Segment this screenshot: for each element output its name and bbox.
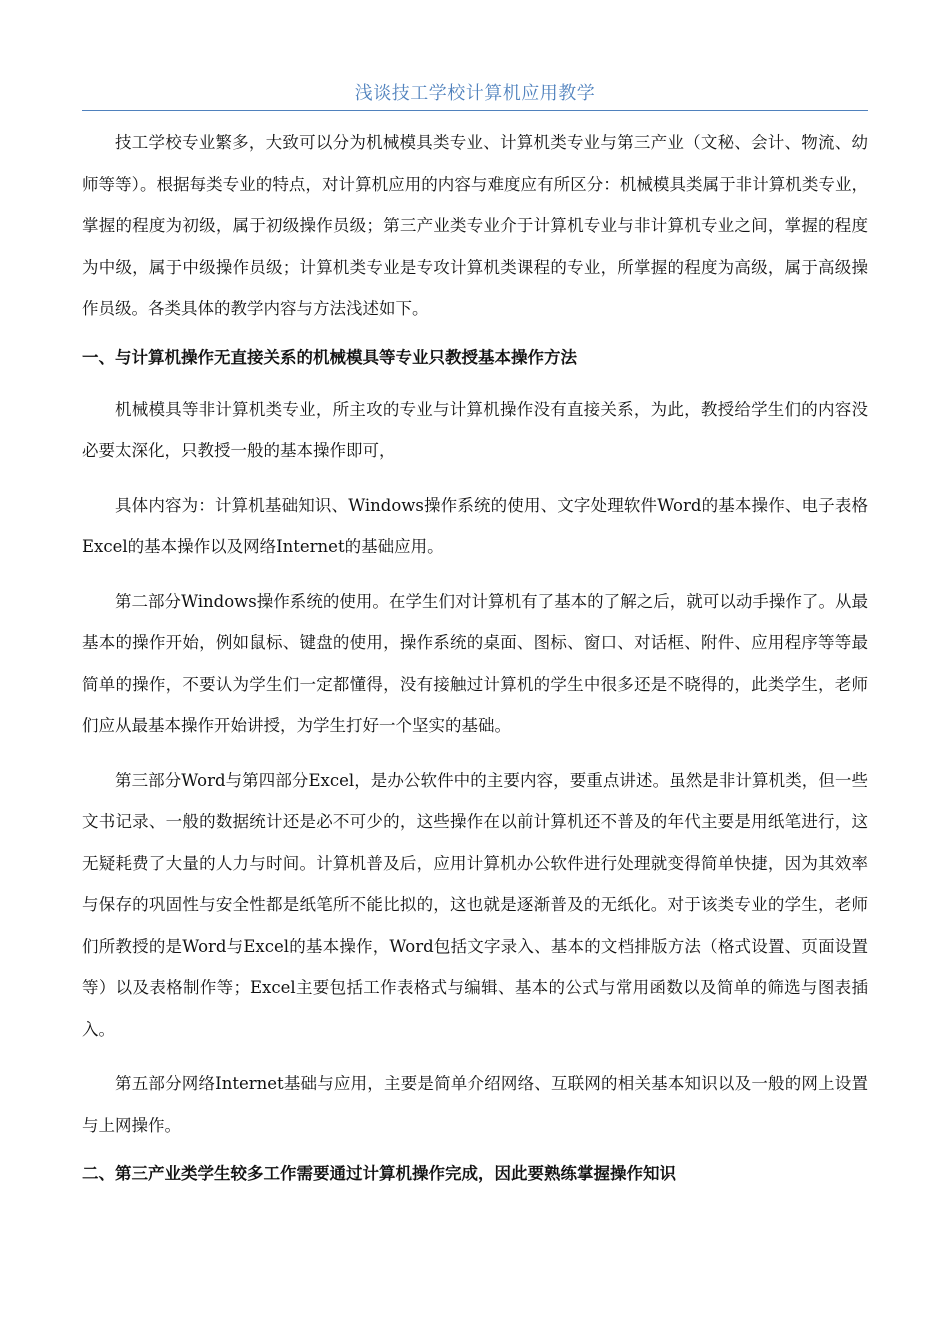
page-header xyxy=(82,80,868,111)
section-1-paragraph-5: 第五部分网络Internet基础与应用，主要是简单介绍网络、互联网的相关基本知识以及一般的网上设置与上网操作。 xyxy=(82,1074,868,1135)
intro-paragraph: 技工学校专业繁多，大致可以分为机械模具类专业、计算机类专业与第三产业（文秘、会计、物流、幼师等等）。根据每类专业的特点，对计算机应用的内容与难度应有所区分：机械模具类属于非计算机类专业，掌握的程度为初级，属于初级操作员级；第三产业类专业介于计算机专业与非计算机专业之间，掌握的程度为中级，属于中级操作员级；计算机类专业是专攻计算机类课程的专业，所掌握的程度为高级，属于高级操作员级。各类具体的教学内容与方法浅述如下。 xyxy=(82,133,868,318)
section-1-paragraph-4: 第三部分Word与第四部分Excel，是办公软件中的主要内容，要重点讲述。虽然是非计算机类，但一些文书记录、一般的数据统计还是必不可少的，这些操作在以前计算机还不普及的年代主要是用纸笔进行，这无疑耗费了大量的人力与时间。计算机普及后，应用计算机办公软件进行处理就变得简单快捷，因为其效率与保存的巩固性与安全性都是纸笔所不能比拟的，这也就是逐渐普及的无纸化。对于该类专业的学生，老师们所教授的是Word与Excel的基本操作，Word包括文字录入、基本的文档排版方法（格式设置、页面设置等）以及表格制作等；Excel主要包括工作表格式与编辑、基本的公式与常用函数以及简单的筛选与图表插入。 xyxy=(82,770,868,1039)
section-1-paragraph-2: 具体内容为：计算机基础知识、Windows操作系统的使用、文字处理软件Word的基本操作、电子表格Excel的基本操作以及网络Internet的基础应用。 xyxy=(82,495,868,556)
section-1-paragraph-3: 第二部分Windows操作系统的使用。在学生们对计算机有了基本的了解之后，就可以动手操作了。从最基本的操作开始，例如鼠标、键盘的使用，操作系统的桌面、图标、窗口、对话框、附件、应用程序等等最简单的操作，不要认为学生们一定都懂得，没有接触过计算机的学生中很多还是不晓得的，此类学生，老师们应从最基本操作开始讲授，为学生打好一个坚实的基础。 xyxy=(82,591,868,735)
document-body xyxy=(82,122,868,1205)
section-2-heading: 二、第三产业类学生较多工作需要通过计算机操作完成，因此要熟练掌握操作知识 xyxy=(82,1164,676,1183)
section-1-paragraph-1: 机械模具等非计算机类专业，所主攻的专业与计算机操作没有直接关系，为此，教授给学生们的内容没必要太深化，只教授一般的基本操作即可， xyxy=(82,399,868,460)
section-1-heading: 一、与计算机操作无直接关系的机械模具等专业只教授基本操作方法 xyxy=(82,347,577,367)
header-title: 浅谈技工学校计算机应用教学 xyxy=(354,83,596,104)
